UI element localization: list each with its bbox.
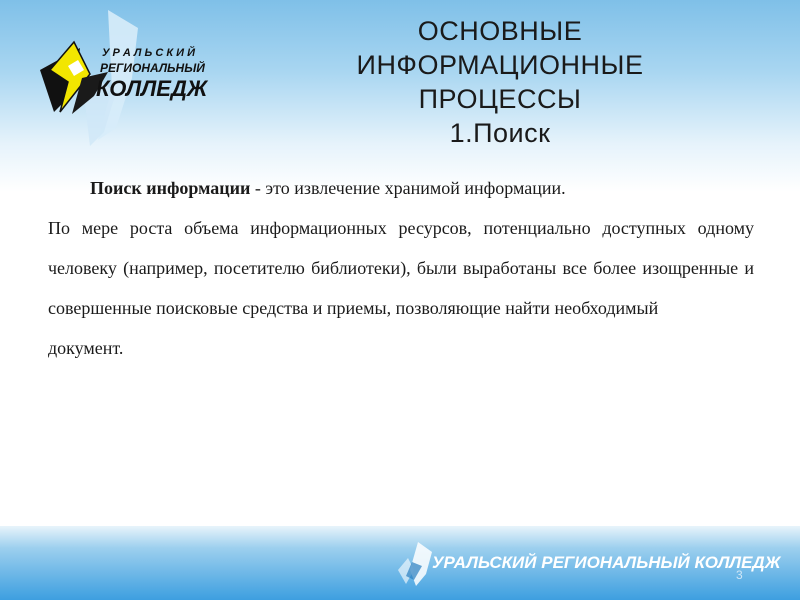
logo-line3: КОЛЛЕДЖ xyxy=(96,76,208,101)
logo-line1: У Р А Л Ь С К И Й xyxy=(102,47,196,59)
definition-paragraph xyxy=(48,168,754,208)
page-number: 3 xyxy=(736,568,743,582)
main-paragraph-end: документ. xyxy=(48,338,124,358)
main-paragraph: По мере роста объема информационных ресурсов, потенциально доступных одному человеку (например, посетителю библиотеки), были выработаны все более изощренные и совершенные поисковые средства и приемы, позволяющие найти необходимый xyxy=(48,218,754,318)
slide-title xyxy=(300,14,700,150)
slide-body xyxy=(48,168,754,368)
footer-college-name: УРАЛЬСКИЙ РЕГИОНАЛЬНЫЙ КОЛЛЕДЖ xyxy=(432,553,781,572)
college-logo-icon xyxy=(20,8,220,148)
title-line-4: 1.Поиск xyxy=(449,118,551,148)
title-line-3: ПРОЦЕССЫ xyxy=(418,84,582,114)
title-line-2: ИНФОРМАЦИОННЫЕ xyxy=(356,50,644,80)
logo-line2: РЕГИОНАЛЬНЫЙ xyxy=(100,61,205,75)
definition-term: Поиск информации xyxy=(90,178,251,198)
title-line-1: ОСНОВНЫЕ xyxy=(417,16,583,46)
definition-text: - это извлечение хранимой информации. xyxy=(250,178,566,198)
